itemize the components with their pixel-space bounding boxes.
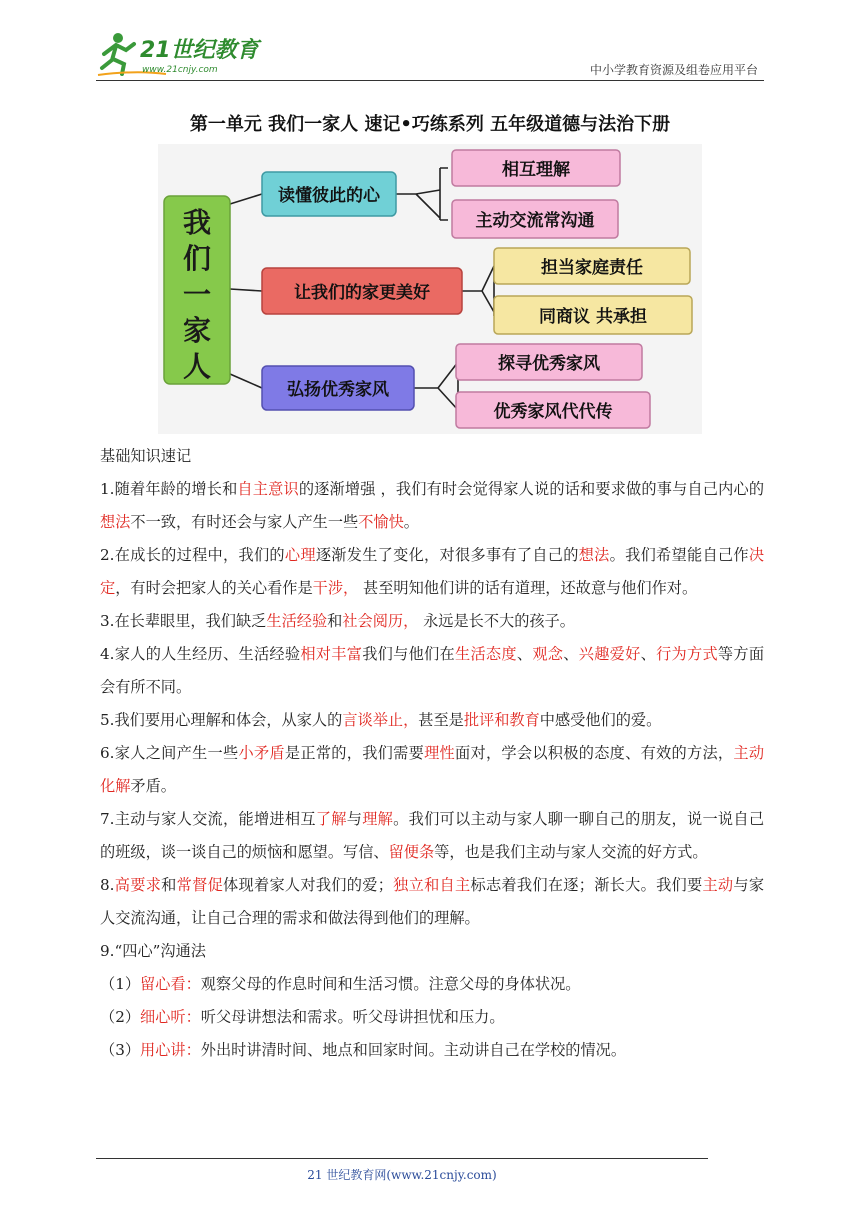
page-title: 第一单元 我们一家人 速记•巧练系列 五年级道德与法治下册: [189, 114, 671, 135]
branch-3: [262, 366, 414, 410]
text-segment: 、: [563, 645, 579, 663]
text-segment: 。我们可以主动与家人聊一聊自己的朋友，说一说自己的班级，谈一谈自己的烦恼和愿望。写信、: [100, 810, 765, 861]
highlighted-term: 决定: [100, 546, 765, 597]
logo-text: 21世纪教育: [140, 38, 259, 63]
text-segment: 和: [161, 876, 177, 894]
logo-url: www.21cnjy.com: [142, 65, 218, 75]
text-segment: 听父母讲想法和需求。听父母讲担忧和压力。: [200, 1008, 505, 1026]
text-segment: 和: [327, 612, 343, 630]
highlighted-term: 生活经验: [266, 612, 328, 630]
highlighted-term: 心理: [284, 546, 316, 564]
runner-logo-icon: [96, 30, 266, 80]
text-segment: （1）: [100, 975, 141, 993]
text-segment: 面对，学会以积极的态度、有效的方法，: [455, 744, 734, 762]
highlighted-term: 兴趣爱好: [578, 645, 641, 663]
text-segment: 、: [640, 645, 657, 663]
highlighted-term: 了解: [315, 810, 347, 828]
knowledge-point: [100, 473, 764, 539]
text-segment: 7.主动与家人交流，能增进相互: [100, 810, 316, 828]
branch-label: 弘扬优秀家风: [287, 380, 389, 400]
text-segment: 9.“四心”沟通法: [100, 942, 206, 960]
platform-name: 中小学教育资源及组卷应用平台: [589, 63, 758, 77]
root-char: 家: [182, 314, 212, 347]
branch-label: 让我们的家更美好: [294, 283, 430, 303]
leaf-label: 探寻优秀家风: [498, 354, 600, 374]
text-segment: 矛盾。: [130, 777, 176, 795]
text-segment: 、: [516, 645, 533, 663]
highlighted-term: 想法: [100, 513, 131, 531]
site-logo[interactable]: [96, 30, 266, 80]
text-segment: 甚至是: [418, 711, 464, 729]
leaf-2-1: [494, 248, 690, 284]
knowledge-point: [100, 539, 764, 605]
text-segment: 的逐渐增强 ，我们有时会觉得家人说的话和要求做的事与自己内心的: [298, 480, 765, 498]
highlighted-term: 观念: [532, 645, 564, 663]
leaf-1-1: [452, 150, 620, 186]
svg-text:我们一家人: [183, 206, 211, 383]
knowledge-point: [100, 737, 764, 803]
text-segment: 等，也是我们主动与家人交流的好方式。: [434, 843, 708, 861]
highlighted-term: 社会阅历，: [342, 612, 419, 630]
text-segment: 与: [346, 810, 363, 828]
text-segment: （2）: [100, 1008, 141, 1026]
section-title: 基础知识速记: [100, 447, 192, 465]
leaf-label: 优秀家风代代传: [493, 402, 613, 422]
text-segment: 1.随着年龄的增长和: [100, 480, 238, 498]
highlighted-term: 独立和自主: [392, 876, 471, 894]
highlighted-term: 批评和教育: [463, 711, 540, 729]
root-char: 我: [182, 206, 212, 239]
highlighted-term: 干涉，: [312, 579, 359, 597]
branch-1: [262, 172, 396, 216]
text-segment: （3）: [100, 1041, 141, 1059]
knowledge-point: [100, 704, 764, 737]
text-segment: 我们与他们在: [362, 645, 455, 663]
text-segment: 5.我们要用心理解和体会，从家人的: [100, 711, 343, 729]
highlighted-term: 留心看：: [140, 975, 201, 993]
highlighted-term: 主动化解: [100, 744, 765, 795]
highlighted-term: 小矛盾: [238, 744, 285, 762]
highlighted-term: 理解: [362, 810, 394, 828]
text-segment: 中感受他们的爱。: [539, 711, 662, 729]
text-segment: 8.: [100, 876, 115, 894]
text-segment: 标志着我们在逐；渐长大。我们要: [470, 876, 703, 894]
knowledge-point: [100, 869, 764, 935]
text-segment: 不一致，有时还会与家人产生一些: [130, 513, 359, 531]
footer-divider: [96, 1158, 708, 1159]
footer-text[interactable]: 21 世纪教育网(www.21cnjy.com): [307, 1168, 497, 1182]
text-segment: 等方面会有所不同。: [100, 645, 765, 696]
text-segment: 。: [403, 513, 419, 531]
page-header: [96, 30, 764, 82]
text-segment: 甚至明知他们讲的话有道理，还故意与他们作对。: [358, 579, 698, 597]
leaf-label: 主动交流常沟通: [475, 211, 595, 231]
leaf-label: 同商议 共承担: [539, 307, 647, 327]
knowledge-point: [100, 638, 764, 704]
highlighted-term: 留便条: [388, 843, 435, 861]
branch-label: 读懂彼此的心: [278, 186, 380, 206]
knowledge-point: [100, 935, 764, 968]
knowledge-point: [100, 968, 764, 1001]
root-char: 一: [182, 278, 212, 311]
root-char: 们: [182, 242, 212, 275]
highlighted-term: 高要求: [114, 876, 162, 894]
knowledge-points: [100, 473, 764, 1067]
text-segment: 外出时讲清时间、地点和回家时间。主动讲自己在学校的情况。: [200, 1041, 627, 1059]
mind-map: [158, 144, 702, 434]
highlighted-term: 想法: [578, 546, 610, 564]
highlighted-term: 行为方式: [656, 645, 718, 663]
highlighted-term: 自主意识: [237, 480, 299, 498]
text-segment: 与家人交流沟通，让自己合理的需求和做法得到他们的理解。: [100, 876, 765, 927]
highlighted-term: 常督促: [176, 876, 224, 894]
highlighted-term: 理性: [424, 744, 456, 762]
leaf-3-2: [456, 392, 650, 428]
leaf-3-1: [456, 344, 642, 380]
highlighted-term: 生活态度: [455, 645, 517, 663]
text-segment: 4.家人的人生经历、生活经验: [100, 645, 301, 663]
mind-map-root: [164, 196, 230, 384]
text-segment: ，有时会把家人的关心看作是: [115, 579, 313, 597]
knowledge-content: [100, 440, 764, 1067]
highlighted-term: 不愉快: [358, 513, 404, 531]
knowledge-point: [100, 1034, 764, 1067]
header-divider: [96, 80, 764, 81]
leaf-2-2: [494, 296, 692, 334]
knowledge-point: [100, 803, 764, 869]
leaf-label: 相互理解: [502, 160, 570, 180]
highlighted-term: 细心听：: [140, 1008, 201, 1026]
knowledge-point: [100, 1001, 764, 1034]
text-segment: 是正常的，我们需要: [284, 744, 425, 762]
highlighted-term: 言谈举止，: [342, 711, 419, 729]
text-segment: 逐渐发生了变化，对很多事有了自己的: [315, 546, 579, 564]
text-segment: 2.在成长的过程中，我们的: [100, 546, 285, 564]
highlighted-term: 相对丰富: [300, 645, 363, 663]
text-segment: 6.家人之间产生一些: [100, 744, 239, 762]
knowledge-point: [100, 605, 764, 638]
highlighted-term: 主动: [702, 876, 734, 894]
text-segment: 3.在长辈眼里，我们缺乏: [100, 612, 267, 630]
text-segment: 永远是长不大的孩子。: [418, 612, 575, 630]
text-segment: 。我们希望能自己作: [609, 546, 749, 564]
text-segment: 观察父母的作息时间和生活习惯。注意父母的身体状况。: [200, 975, 581, 993]
leaf-label: 担当家庭责任: [541, 258, 643, 278]
highlighted-term: 用心讲：: [140, 1041, 201, 1059]
branch-2: [262, 268, 462, 314]
root-char: 人: [182, 350, 212, 383]
leaf-1-2: [452, 200, 618, 238]
text-segment: 体现着家人对我们的爱；: [223, 876, 393, 894]
